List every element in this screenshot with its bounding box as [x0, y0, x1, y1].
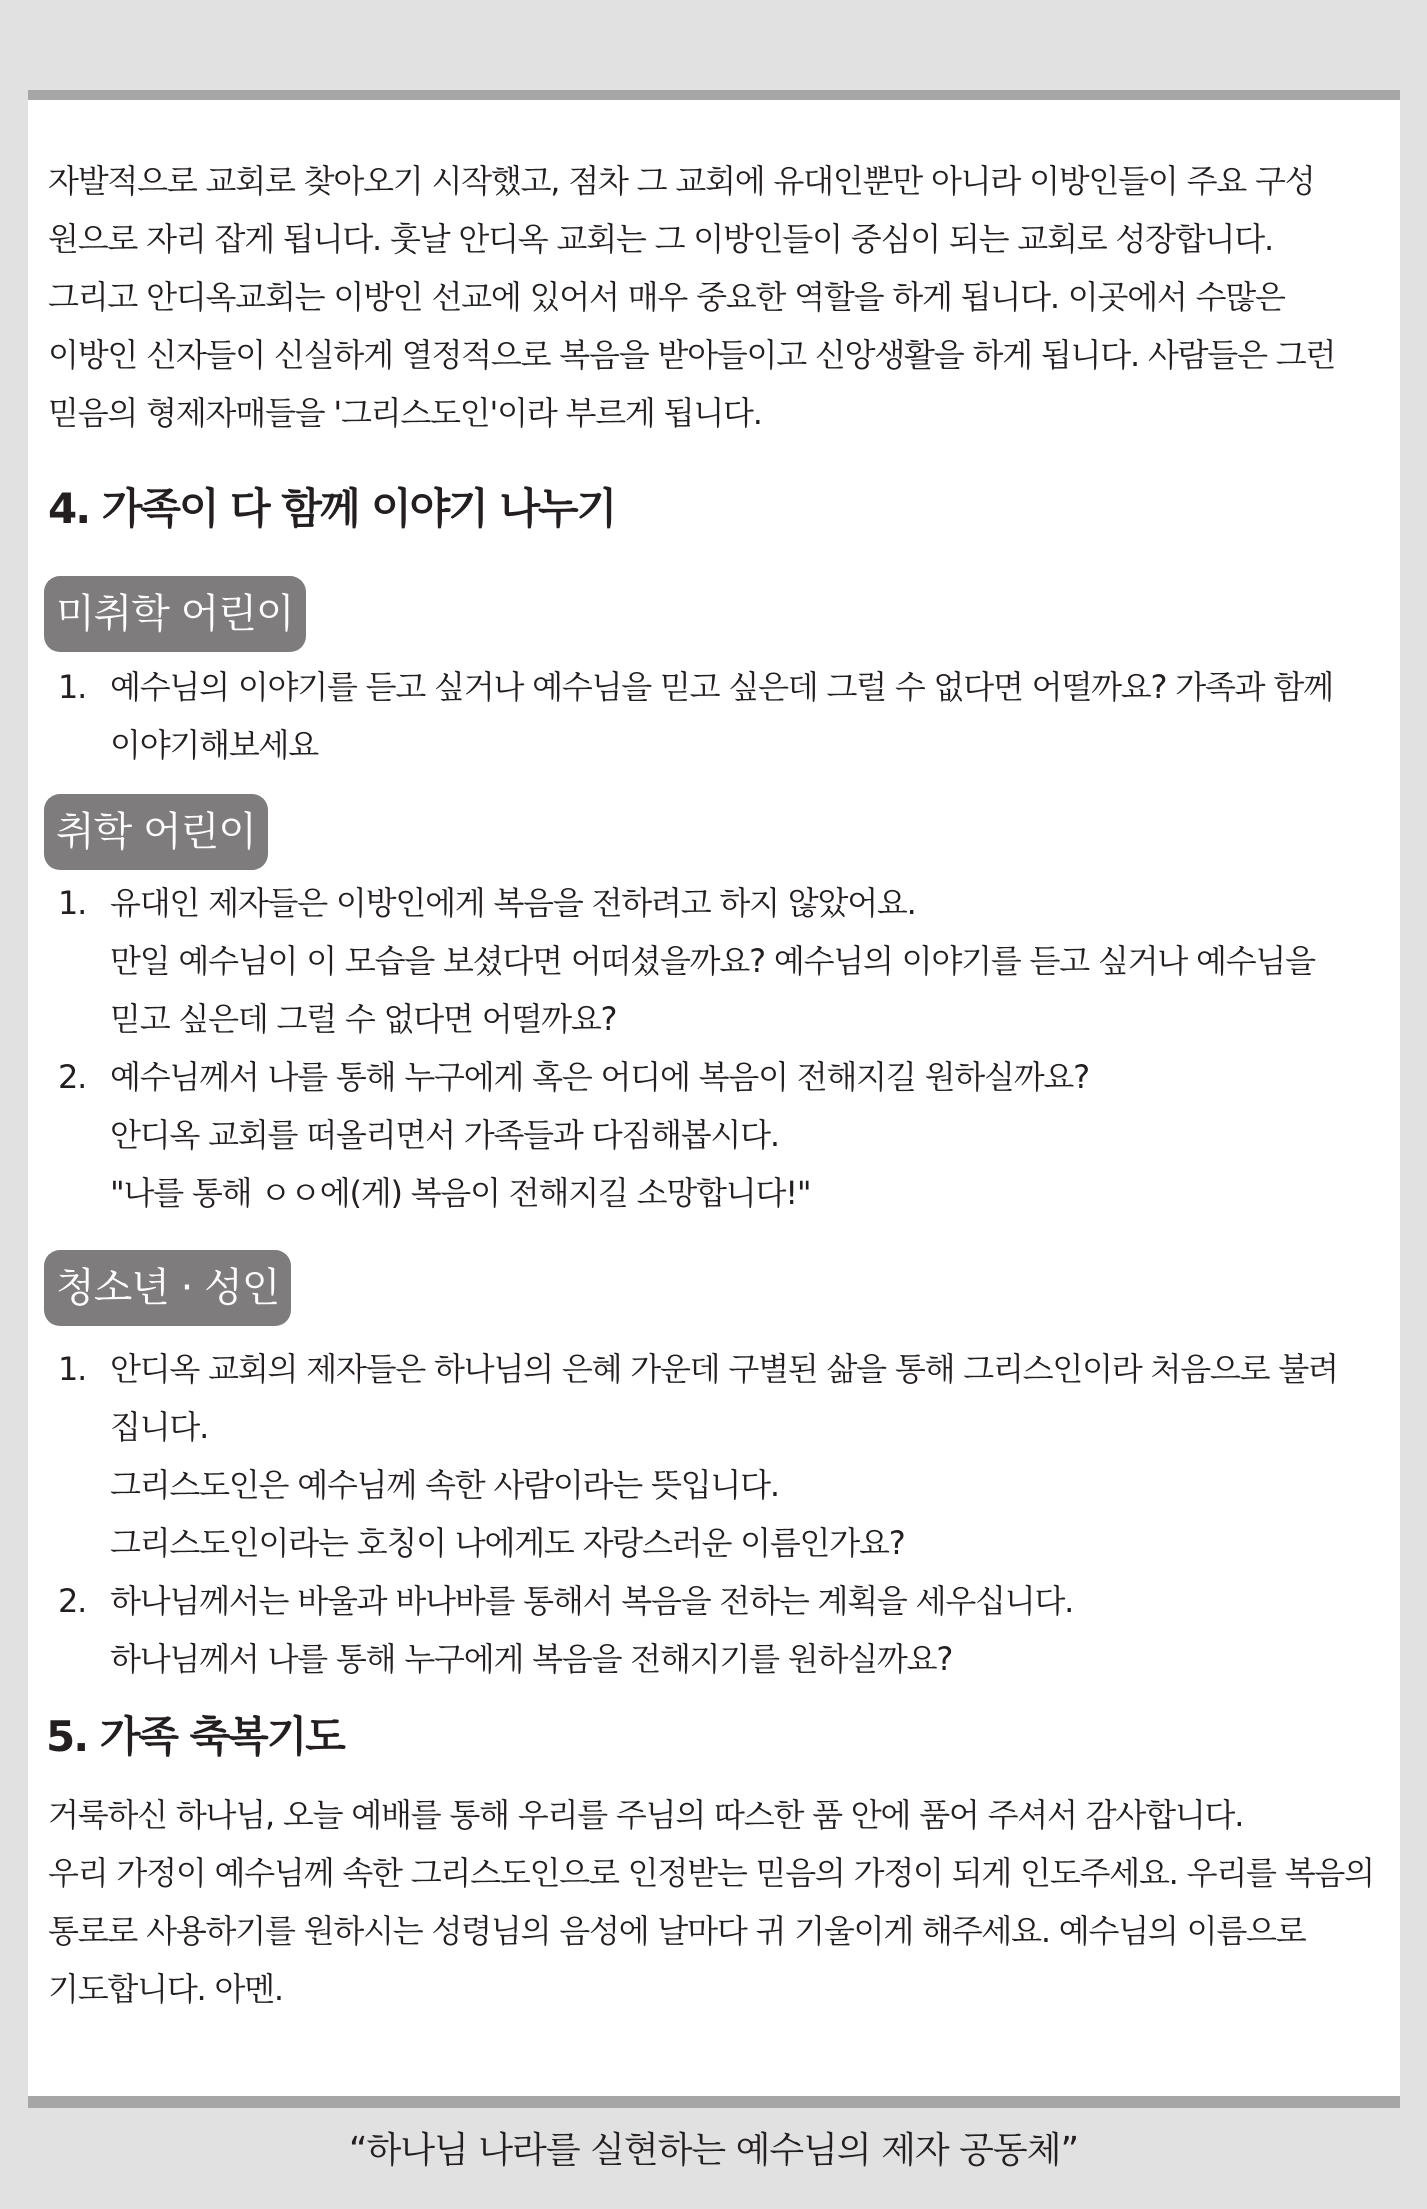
list-item: [48, 1048, 1388, 1222]
list-item: [48, 658, 1388, 774]
document-content: [48, 152, 1388, 2018]
item-line: 믿고 싶은데 그럴 수 없다면 어떨까요?: [110, 1000, 617, 1038]
item-line: "나를 통해 ㅇㅇ에(게) 복음이 전해지길 소망합니다!": [110, 1174, 811, 1212]
list-item: [48, 874, 1388, 1048]
intro-line: 믿음의 형제자매들을 '그리스도인'이라 부르게 됩니다.: [48, 394, 762, 432]
item-number: 1.: [58, 668, 87, 706]
youth-adult-questions: [48, 1340, 1388, 1688]
prayer-line: 우리 가정이 예수님께 속한 그리스도인으로 인정받는 믿음의 가정이 되게 인도주세요. 우리를 복음의: [48, 1854, 1374, 1892]
school-age-questions: [48, 874, 1388, 1222]
item-line: 하나님께서는 바울과 바나바를 통해서 복음을 전하는 계획을 세우십니다.: [110, 1582, 1074, 1620]
section-5-title: 5. 가족 축복기도: [46, 1712, 344, 1761]
prayer-line: 거룩하신 하나님, 오늘 예배를 통해 우리를 주님의 따스한 품 안에 품어 주셔서 감사합니다.: [48, 1796, 1244, 1834]
item-line: 유대인 제자들은 이방인에게 복음을 전하려고 하지 않았어요.: [110, 884, 916, 922]
intro-paragraph: [48, 152, 1388, 442]
prayer-line: 통로로 사용하기를 원하시는 성령님의 음성에 날마다 귀 기울이게 해주세요. 예수님의 이름으로: [48, 1912, 1306, 1950]
preschool-questions: [48, 658, 1388, 774]
intro-line: 원으로 자리 잡게 됩니다. 훗날 안디옥 교회는 그 이방인들이 중심이 되는 교회로 성장합니다.: [48, 220, 1273, 258]
group-label-school-age: 취학 어린이: [44, 794, 268, 870]
item-number: 2.: [58, 1582, 87, 1620]
footer-quote: “하나님 나라를 실현하는 예수님의 제자 공동체”: [348, 2130, 1079, 2171]
item-line: 하나님께서 나를 통해 누구에게 복음을 전해지기를 원하실까요?: [110, 1640, 953, 1678]
top-divider: [28, 90, 1400, 100]
item-line: 안디옥 교회를 떠올리면서 가족들과 다짐해봅시다.: [110, 1116, 779, 1154]
item-line: 그리스도인은 예수님께 속한 사람이라는 뜻입니다.: [110, 1466, 779, 1504]
section-4-title: 4. 가족이 다 함께 이야기 나누기: [48, 484, 616, 533]
item-line: 이야기해보세요: [110, 726, 318, 764]
intro-line: 자발적으로 교회로 찾아오기 시작했고, 점차 그 교회에 유대인뿐만 아니라 이방인들이 주요 구성: [48, 162, 1315, 200]
blessing-prayer: [48, 1786, 1388, 2018]
group-label-preschool: 미취학 어린이: [44, 576, 306, 652]
intro-line: 그리고 안디옥교회는 이방인 선교에 있어서 매우 중요한 역할을 하게 됩니다. 이곳에서 수많은: [48, 278, 1285, 316]
list-item: [48, 1340, 1388, 1572]
document-page: [28, 100, 1400, 2096]
item-line: 만일 예수님이 이 모습을 보셨다면 어떠셨을까요? 예수님의 이야기를 듣고 싶거나 예수님을: [110, 942, 1315, 980]
item-number: 1.: [58, 884, 87, 922]
intro-line: 이방인 신자들이 신실하게 열정적으로 복음을 받아들이고 신앙생활을 하게 됩니다. 사람들은 그런: [48, 336, 1336, 374]
item-line: 그리스도인이라는 호칭이 나에게도 자랑스러운 이름인가요?: [110, 1524, 905, 1562]
group-label-youth-adult: 청소년 · 성인: [44, 1250, 291, 1326]
item-line: 예수님의 이야기를 듣고 싶거나 예수님을 믿고 싶은데 그럴 수 없다면 어떨까요? 가족과 함께: [110, 668, 1333, 706]
item-number: 1.: [58, 1350, 87, 1388]
prayer-line: 기도합니다. 아멘.: [48, 1970, 283, 2008]
list-item: [48, 1572, 1388, 1688]
bottom-divider: [28, 2096, 1400, 2108]
item-number: 2.: [58, 1058, 87, 1096]
item-line: 안디옥 교회의 제자들은 하나님의 은혜 가운데 구별된 삶을 통해 그리스인이라 처음으로 불려 집니다.: [110, 1350, 1338, 1446]
item-line: 예수님께서 나를 통해 누구에게 혹은 어디에 복음이 전해지길 원하실까요?: [110, 1058, 1089, 1096]
